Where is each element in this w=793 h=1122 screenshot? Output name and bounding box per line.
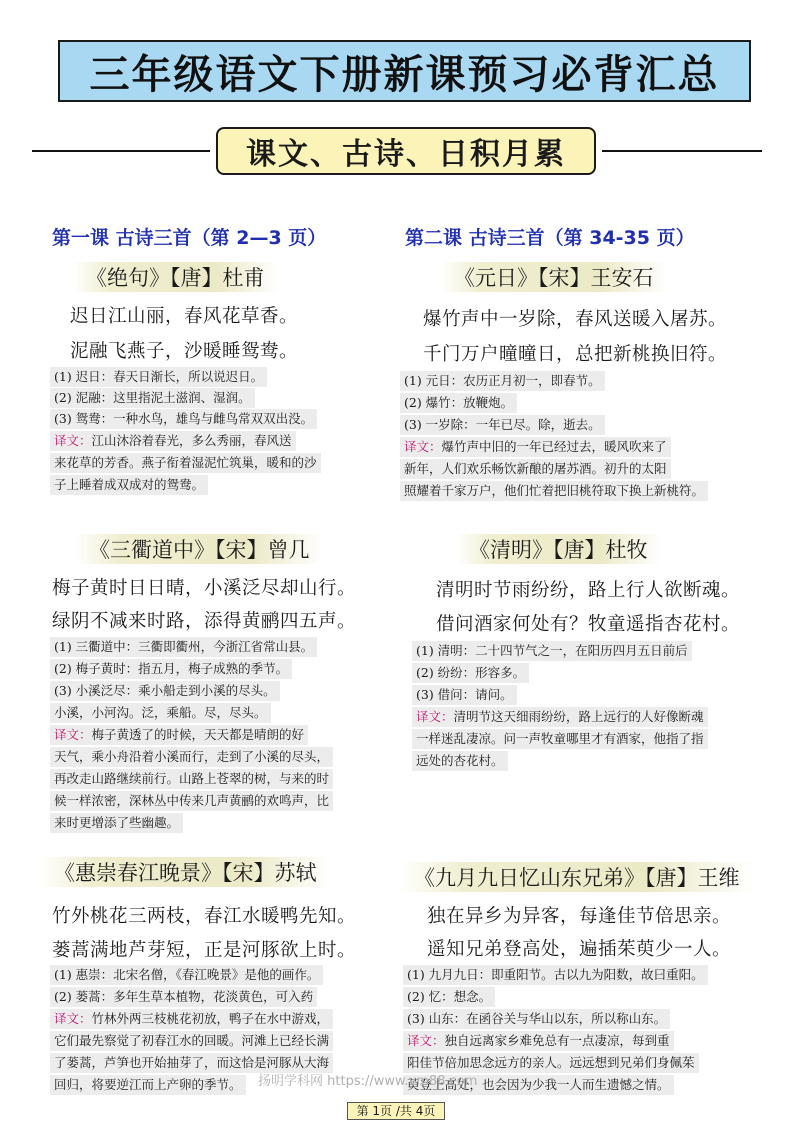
annotation: (1) 元日：农历正月初一，即春节。 (400, 371, 605, 391)
translation-text: 阳佳节倍加思念远方的亲人。远远想到兄弟们身佩茱 (403, 1053, 699, 1073)
page-number: 第 1页 /共 4页 (347, 1102, 445, 1120)
translation-label: 译文： (54, 727, 92, 742)
translation-label: 译文： (407, 1033, 445, 1048)
poem-line: 迟日江山丽，春风花草香。 (70, 306, 299, 327)
divider-right (602, 150, 762, 152)
poem-line: 爆竹声中一岁除，春风送暖入屠苏。 (423, 309, 728, 330)
translation (50, 431, 296, 451)
translation-text: 了蒌蒿，芦笋也开始抽芽了，而这恰是河豚从大海 (50, 1053, 333, 1073)
poem-line: 绿阴不减来时路，添得黄鹂四五声。 (52, 611, 357, 632)
poem-title: 《绝句》【唐】杜甫 (72, 262, 279, 292)
translation-text: 天气，乘小舟沿着小溪而行，走到了小溪的尽头， (50, 747, 333, 767)
translation-text: 江山沐浴着春光，多么秀丽，春风送 (91, 433, 292, 448)
translation-text: 照耀着千家万户，他们忙着把旧桃符取下换上新桃符。 (400, 481, 708, 501)
divider-left (32, 150, 210, 152)
poem-title: 《九月九日忆山东兄弟》【唐】王维 (400, 862, 754, 892)
poem-line: 遥知兄弟登高处，遍插茱萸少一人。 (427, 939, 732, 960)
poem-title: 《清明》【唐】杜牧 (455, 534, 662, 564)
translation-text: 候一样浓密，深林丛中传来几声黄鹂的欢鸣声，比 (50, 791, 333, 811)
poem-line: 独在异乡为异客，每逢佳节倍思亲。 (427, 906, 732, 927)
translation-text: 远处的杏花村。 (412, 751, 508, 771)
annotation: (1) 迟日：春天日渐长，所以说迟日。 (50, 367, 267, 387)
lesson-heading-2: 第二课 古诗三首（第 34-35 页） (405, 227, 695, 249)
annotation: (3) 小溪泛尽：乘小船走到小溪的尽头。 (50, 681, 280, 701)
translation-text: 来时更增添了些幽趣。 (50, 813, 183, 833)
annotation: (3) 一岁除：一年已尽。除，逝去。 (400, 415, 605, 435)
translation-label: 译文： (416, 709, 454, 724)
annotation: (1) 九月九日：即重阳节。古以九为阳数，故曰重阳。 (403, 965, 708, 985)
translation-text: 新年，人们欢乐畅饮新酿的屠苏酒。初升的太阳 (400, 459, 671, 479)
translation-text: 子上睡着成双成对的鸳鸯。 (50, 475, 208, 495)
translation-text: 梅子黄透了的时候，天天都是晴朗的好 (91, 727, 305, 742)
document-title: 三年级语文下册新课预习必背汇总 (58, 40, 751, 102)
annotation: (2) 纷纷：形容多。 (412, 663, 529, 683)
translation-text: 爆竹声中旧的一年已经过去，暖风吹来了 (441, 439, 667, 454)
annotation: (2) 爆竹：放鞭炮。 (400, 393, 517, 413)
annotation: (3) 山东：在函谷关与华山以东，所以称山东。 (403, 1009, 670, 1029)
translation-text: 它们最先察觉了初春江水的回暖。河滩上已经长满 (50, 1031, 333, 1051)
annotation: (1) 三衢道中：三衢即衢州，今浙江省常山县。 (50, 637, 317, 657)
annotation: (2) 蒌蒿：多年生草本植物，花淡黄色，可入药 (50, 987, 317, 1007)
translation-text: 竹林外两三枝桃花初放，鸭子在水中游戏， (91, 1011, 330, 1026)
poem-line: 蒌蒿满地芦芽短，正是河豚欲上时。 (52, 940, 357, 961)
annotation: (2) 梅子黄时：指五月，梅子成熟的季节。 (50, 659, 292, 679)
translation (50, 725, 308, 745)
translation (50, 1009, 333, 1029)
poem-line: 千门万户曈曈日，总把新桃换旧符。 (423, 344, 728, 365)
section-subtitle: 课文、古诗、日积月累 (216, 127, 596, 175)
annotation: (2) 泥融：这里指泥土滋润、湿润。 (50, 388, 255, 408)
annotation: (1) 惠崇：北宋名僧，《春江晚景》是他的画作。 (50, 965, 323, 985)
translation-label: 译文： (54, 1011, 92, 1026)
translation-text: 再改走山路继续前行。山路上苍翠的树，与来的时 (50, 769, 333, 789)
translation (403, 1031, 674, 1051)
translation-text: 清明节这天细雨纷纷，路上远行的人好像断魂 (453, 709, 704, 724)
poem-line: 竹外桃花三两枝，春江水暖鸭先知。 (52, 906, 357, 927)
poem-line: 梅子黄时日日晴，小溪泛尽却山行。 (52, 578, 357, 599)
translation-text: 一样迷乱凄凉。问一声牧童哪里才有酒家，他指了指 (412, 729, 708, 749)
translation (400, 437, 671, 457)
translation-label: 译文： (404, 439, 442, 454)
translation-text: 萸登上高处，也会因为少我一人而生遗憾之情。 (403, 1075, 674, 1095)
translation-text: 独自远离家乡难免总有一点凄凉，每到重 (444, 1033, 670, 1048)
translation-text: 回归，将要逆江而上产卵的季节。 (50, 1075, 246, 1095)
annotation: (3) 借问：请问。 (412, 685, 517, 705)
poem-title: 《三衢道中》【宋】曾几 (75, 534, 324, 564)
annotation: (2) 忆：想念。 (403, 987, 495, 1007)
annotation: 小溪，小河沟。泛，乘船。尽，尽头。 (50, 703, 271, 723)
translation-text: 来花草的芳香。燕子衔着湿泥忙筑巢，暖和的沙 (50, 453, 321, 473)
poem-line: 清明时节雨纷纷，路上行人欲断魂。 (436, 580, 741, 601)
poem-title: 《元日》【宋】王安石 (440, 262, 668, 292)
lesson-heading-1: 第一课 古诗三首（第 2—3 页） (52, 227, 327, 249)
watermark: 扬明学科网 https://www.ym88.com (258, 1074, 478, 1089)
poem-line: 泥融飞燕子，沙暖睡鸳鸯。 (70, 341, 299, 362)
annotation: (3) 鸳鸯：一种水鸟，雄鸟与雌鸟常双双出没。 (50, 409, 317, 429)
translation (412, 707, 708, 727)
annotation: (1) 清明：二十四节气之一，在阳历四月五日前后 (412, 641, 692, 661)
poem-title: 《惠崇春江晚景》【宋】苏轼 (40, 857, 331, 887)
translation-label: 译文： (54, 433, 92, 448)
poem-line: 借问酒家何处有？牧童遥指杏花村。 (436, 614, 741, 635)
